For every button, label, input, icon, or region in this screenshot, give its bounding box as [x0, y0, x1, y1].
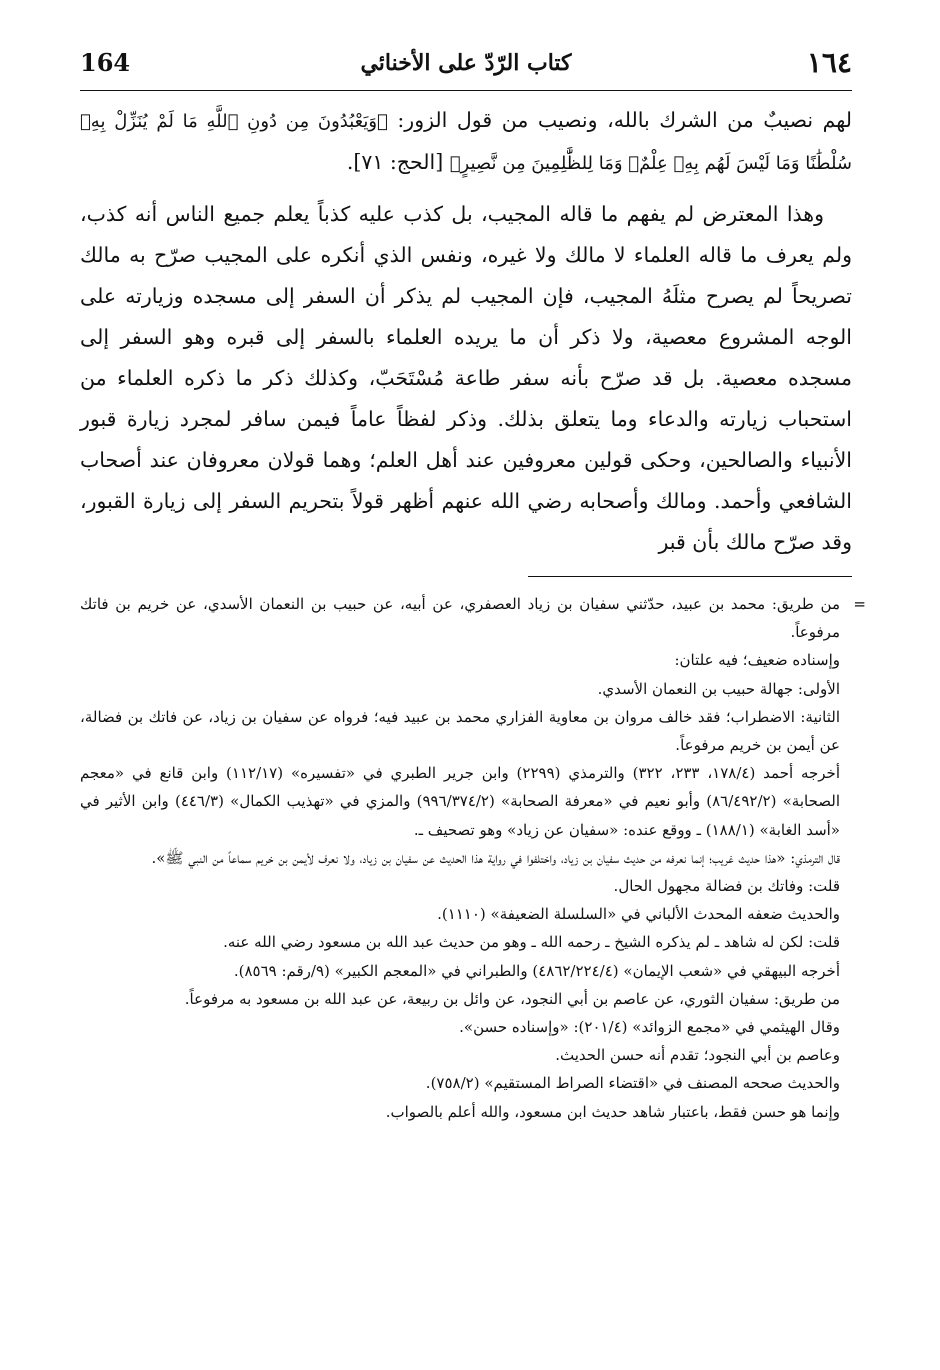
quran-verse: ﴿وَيَعْبُدُونَ مِن دُونِ ٱللَّهِ مَا لَمْ يُنَزِّلْ بِهِۦ سُلْطَٰنًا وَمَا لَيْسَ لَهُم بِهِۦ عِلْمٌۗ وَمَا لِلظَّٰلِمِينَ مِن نَّصِيرٍ﴾ — [80, 111, 852, 174]
footnote-line: أخرجه أحمد (١٧٨/٤، ٢٣٣، ٣٢٢) والترمذي (٢٢٩٩) وابن جرير الطبري في «تفسيره» (١١٢/١٧) وابن قانع في «معجم الصحابة» (٨٦/٤٩٢/٢) وأبو نعيم في «معرفة الصحابة» (٩٩٦/٣٧٤/٢) والمزي في «تهذيب الكمال» (٤٤٦/٣) وابن الأثير في «أسد الغابة» (١٨٨/١) ـ ووقع عنده: «سفيان عن زياد» وهو تصحيف ـ. — [80, 764, 840, 839]
footnote-line: وقال الهيثمي في «مجمع الزوائد» (٢٠١/٤): «وإسناده حسن». — [459, 1018, 840, 1037]
header-divider — [80, 90, 852, 91]
footnote-line: الثانية: الاضطراب؛ فقد خالف مروان بن معاوية الفزاري محمد بن عبيد فيه؛ فرواه عن سفيان بن زياد، عن فاتك بن فضالة، عن أيمن بن خريم مرفوعاً. — [80, 707, 840, 755]
page-header — [80, 46, 852, 90]
verse-reference: [الحج: ٧١]. — [346, 150, 450, 174]
footnote-line-text: من طريق: محمد بن عبيد، حدّثني سفيان بن زياد العصفري، عن أبيه، عن حبيب بن النعمان الأسدي، عن خريم بن فاتك مرفوعاً. — [80, 595, 840, 642]
paragraph-1 — [80, 100, 852, 184]
footnote-line: قلت: لكن له شاهد ـ لم يذكره الشيخ ـ رحمه الله ـ وهو من حديث عبد الله بن مسعود رضي الله عنه. — [223, 933, 840, 952]
footnote-line — [80, 590, 866, 646]
page-number-latin: 164 — [80, 48, 131, 77]
footnote-line: قلت: وفاتك بن فضالة مجهول الحال. — [613, 877, 840, 896]
footnote-line: والحديث صححه المصنف في «اقتضاء الصراط المستقيم» (٧٥٨/٢). — [425, 1074, 840, 1093]
footnote-line: وإنما هو حسن فقط، باعتبار شاهد حديث ابن مسعود، والله أعلم بالصواب. — [385, 1102, 840, 1121]
paragraph-2: وهذا المعترض لم يفهم ما قاله المجيب، بل كذب عليه كذباً يعلم جميع الناس أنه كذب، ولم يعرف ما قاله العلماء لا مالك ولا غيره، ونفس الذي أنكره على المجيب صرّح به مالك تصريحاً لم يصرح مثلَهُ المجيب، فإن المجيب لم يذكر أن السفر إلى مسجده وزيارته على الوجه المشروع معصية، ولا ذكر أن ما يريده العلماء بالسفر إلى قبره وهو السفر إلى مسجده معصية. بل قد صرّح بأنه سفر طاعة مُسْتَحَبّ، وكذلك ذكر ما ذكره العلماء من استحباب زيارته والدعاء وما يتعلق بذلك. وذكر لفظاً عاماً فيمن سافر لمجرد زيارة قبور الأنبياء والصالحين، وحكى قولين معروفين عند أهل العلم؛ وهما قولان معروفان عند أصحاب الشافعي وأحمد. ومالك وأصحابه رضي الله عنهم أظهر قولاً بتحريم السفر إلى زيارة القبور، وقد صرّح مالك بأن قبر — [80, 202, 852, 554]
page-number-arabic: ١٦٤ — [806, 46, 852, 79]
footnote-line: الأولى: جهالة حبيب بن النعمان الأسدي. — [597, 679, 840, 698]
book-title: كتاب الرّدّ على الأخنائي — [360, 50, 572, 76]
main-text — [80, 100, 852, 563]
footnote-line: وعاصم بن أبي النجود؛ تقدم أنه حسن الحديث. — [555, 1046, 840, 1065]
footnotes — [80, 590, 866, 1126]
footnote-divider — [528, 576, 852, 577]
continuation-marker: = — [853, 595, 866, 613]
footnote-line: أخرجه البيهقي في «شعب الإيمان» (٤٨٦٢/٢٢٤/٤) والطبراني في «المعجم الكبير» (٩/رقم: ٨٥٦٩). — [233, 961, 840, 980]
footnote-line: قال الترمذي: «هذا حديث غريب؛ إنما نعرفه من حديث سفيان بن زياد، واختلفوا في رواية هذا الحديث عن سفيان بن زياد، ولا نعرف لأيمن بن خريم سماعاً من النبي ﷺ». — [151, 848, 840, 867]
footnote-line: وإسناده ضعيف؛ فيه علتان: — [674, 651, 840, 670]
paragraph-1-text: لهم نصيبٌ من الشرك بالله، ونصيب من قول الزور: — [387, 108, 852, 132]
footnote-line: والحديث ضعفه المحدث الألباني في «السلسلة الضعيفة» (١١١٠). — [437, 905, 840, 924]
footnote-line: من طريق: سفيان الثوري، عن عاصم بن أبي النجود، عن وائل بن ربيعة، عن عبد الله بن مسعود به مرفوعاً. — [184, 989, 840, 1008]
